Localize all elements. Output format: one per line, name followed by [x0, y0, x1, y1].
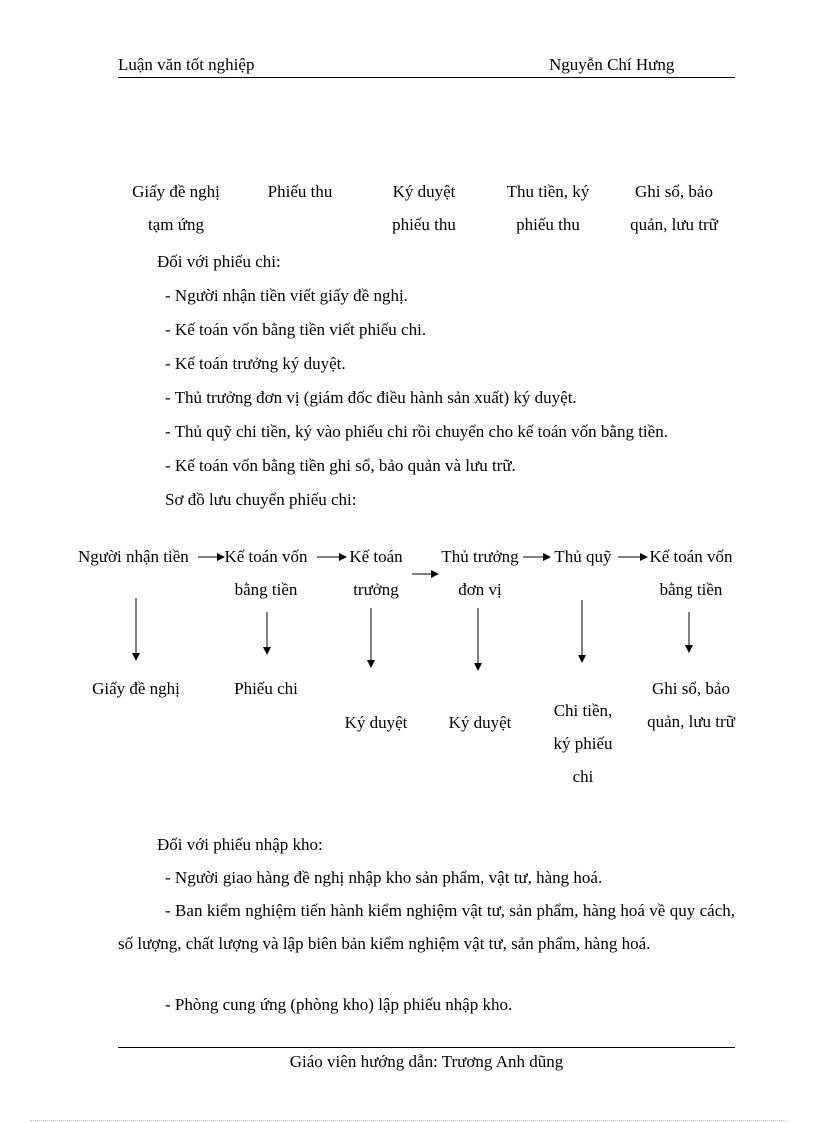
payment-step-3: - Kế toán trưởng ký duyệt.	[165, 354, 346, 373]
flow-output-3: Ký duyệt	[344, 713, 408, 732]
flow-actor-6: Kế toán vốn bằng tiền	[649, 547, 733, 599]
payment-step-6: - Kế toán vốn bằng tiền ghi sổ, bảo quản và lưu trữ.	[165, 456, 516, 475]
flow-actor-3: Kế toán trưởng	[349, 547, 403, 599]
page-edge	[30, 1120, 786, 1121]
receiving-heading: Đối với phiếu nhập kho:	[157, 835, 323, 854]
receipt-flow-step-5: Ghi sổ, bảo quản, lưu trữ	[630, 182, 718, 234]
flow-output-2: Phiếu chi	[234, 679, 298, 698]
receipt-flow-step-4: Thu tiền, ký phiếu thu	[506, 182, 590, 234]
receiving-step-2: - Ban kiểm nghiệm tiến hành kiểm nghiệm vật tư, sản phẩm, hàng hoá về quy cách, số lượng, chất lượng và lập biên bản kiểm nghiệm vật tư, sản phẩm, hàng hoá.	[118, 901, 735, 953]
receiving-step-3: - Phòng cung ứng (phòng kho) lập phiếu nhập kho.	[165, 995, 513, 1014]
flow-output-5: Chi tiền, ký phiếu chi	[553, 701, 613, 786]
receipt-flow-step-1: Giấy đề nghị tạm ứng	[132, 182, 220, 234]
footer-text: Giáo viên hướng dẫn: Trương Anh dũng	[289, 1052, 564, 1071]
payment-step-5: - Thủ quỹ chi tiền, ký vào phiếu chi rồi chuyển cho kế toán vốn bằng tiền.	[165, 422, 668, 441]
receiving-step-1: - Người giao hàng đề nghị nhập kho sản phẩm, vật tư, hàng hoá.	[165, 868, 603, 887]
header-right: Nguyễn Chí Hưng	[549, 55, 675, 74]
payment-step-2: - Kế toán vốn bằng tiền viết phiếu chi.	[165, 320, 427, 339]
flow-actor-4: Thủ trưởng đơn vị	[441, 547, 519, 599]
payment-diagram-caption: Sơ đồ lưu chuyển phiếu chi:	[165, 490, 357, 509]
flow-output-1: Giấy đề nghị	[92, 679, 180, 698]
payment-step-4: - Thủ trưởng đơn vị (giám đốc điều hành sản xuất) ký duyệt.	[165, 388, 577, 407]
flow-actor-2: Kế toán vốn bằng tiền	[224, 547, 308, 599]
footer-rule	[118, 1047, 735, 1048]
flow-output-4: Ký duyệt	[448, 713, 512, 732]
flow-output-6: Ghi sổ, bảo quản, lưu trữ	[647, 679, 735, 731]
payment-step-1: - Người nhận tiền viết giấy đề nghị.	[165, 286, 408, 305]
flow-actor-1: Người nhận tiền	[78, 547, 189, 566]
header-left: Luận văn tốt nghiệp	[118, 55, 255, 74]
flow-actor-5: Thủ quỹ	[554, 547, 612, 566]
payment-heading: Đối với phiếu chi:	[157, 252, 281, 271]
receipt-flow-step-3: Ký duyệt phiếu thu	[392, 182, 456, 234]
receipt-flow-step-2: Phiếu thu	[267, 182, 333, 201]
